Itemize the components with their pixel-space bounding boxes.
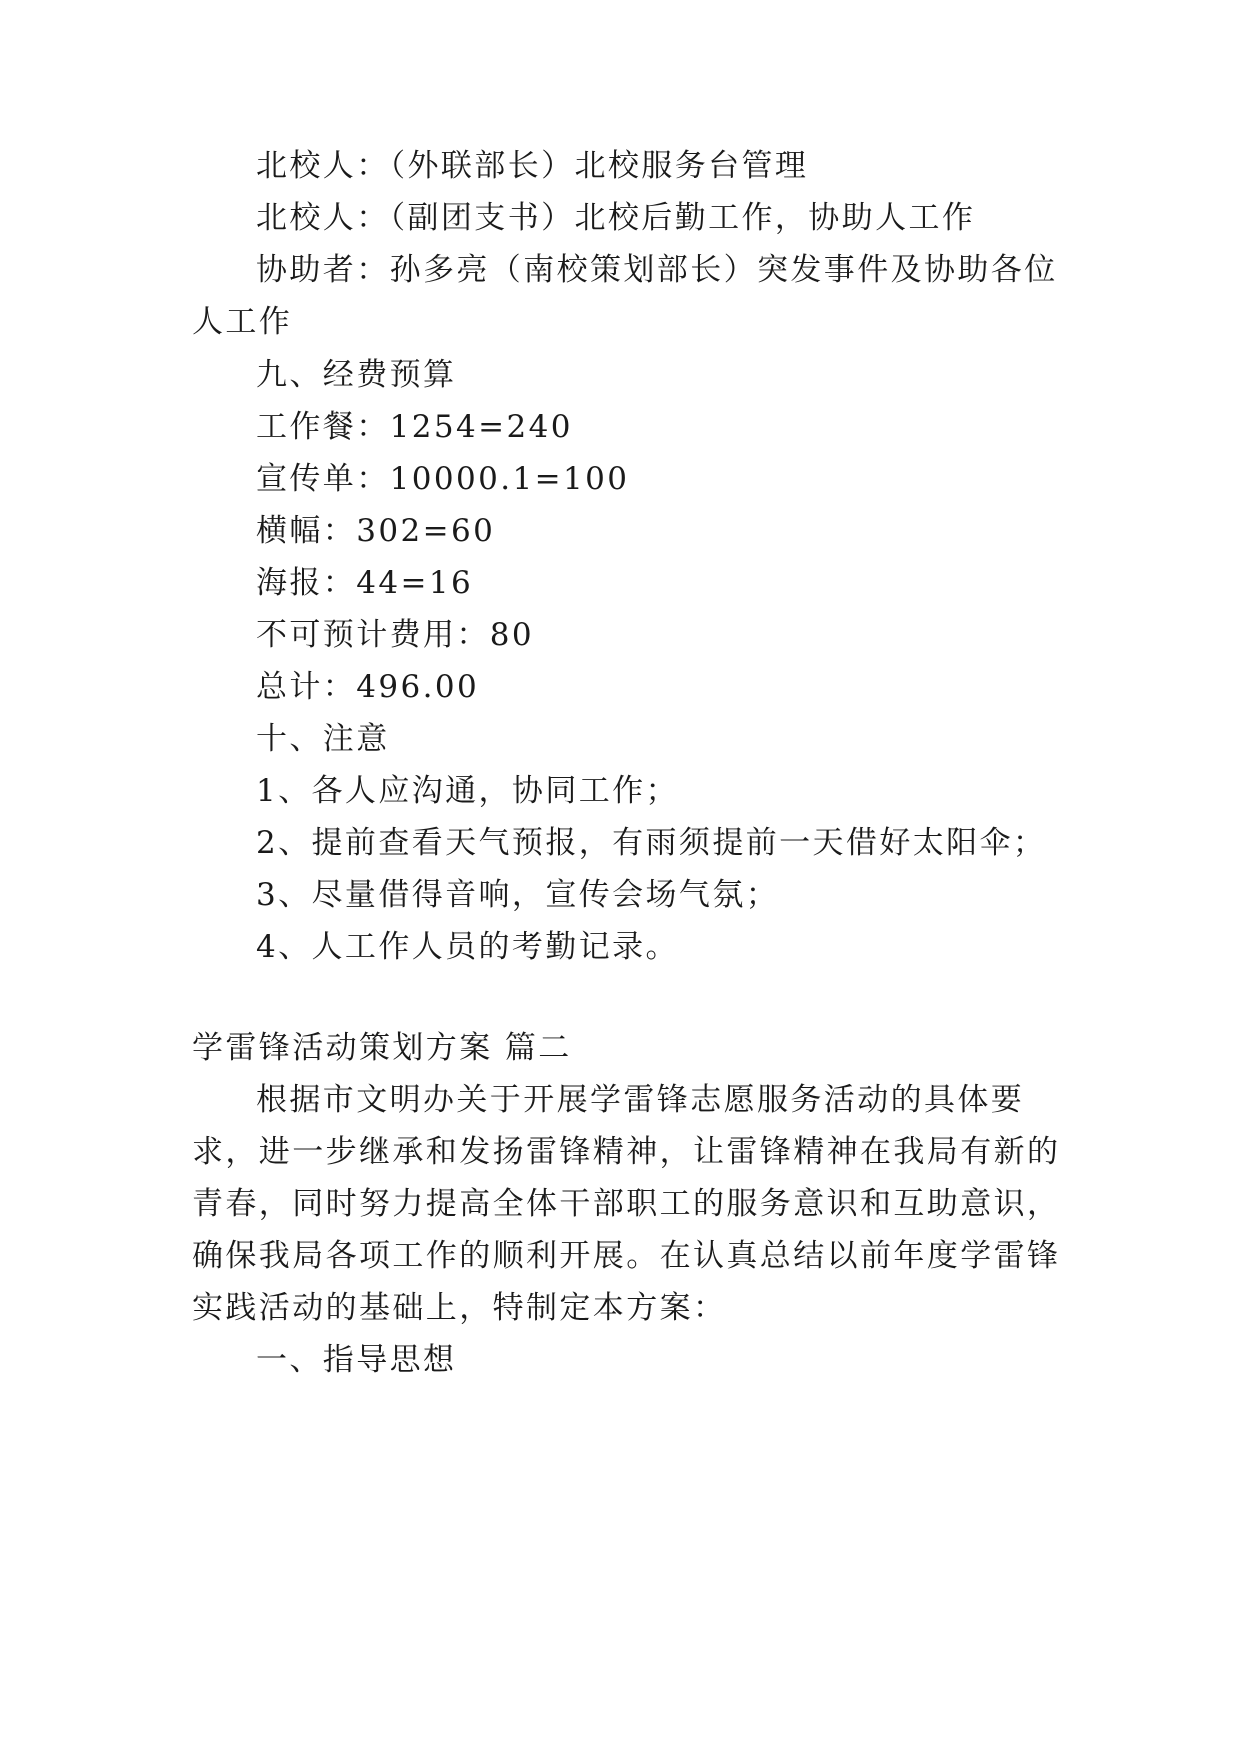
text-line-assistant-continued: 人工作	[192, 304, 293, 340]
section-heading-budget: 九、经费预算	[256, 357, 457, 393]
note-item-4: 4、人工作人员的考勤记录。	[256, 929, 679, 965]
text-line-north-campus-deputy: 北校人：（副团支书）北校后勤工作，协助人工作	[256, 200, 976, 236]
paragraph-line-4: 确保我局各项工作的顺利开展。在认真总结以前年度学雷锋	[192, 1238, 1061, 1274]
paragraph-line-5: 实践活动的基础上，特制定本方案：	[192, 1290, 727, 1326]
section-heading-guiding-ideology: 一、指导思想	[256, 1342, 457, 1378]
note-item-2: 2、提前查看天气预报，有雨须提前一天借好太阳伞；	[256, 825, 1047, 861]
text-line-assistant: 协助者：孙多亮（南校策划部长）突发事件及协助各位	[256, 252, 1058, 288]
note-item-3: 3、尽量借得音响，宣传会场气氛；	[256, 877, 780, 913]
note-item-1: 1、各人应沟通，协同工作；	[256, 773, 679, 809]
text-line-north-campus-liaison: 北校人：（外联部长）北校服务台管理	[256, 148, 809, 184]
section-heading-notes: 十、注意	[256, 721, 390, 757]
paragraph-line-2: 求，进一步继承和发扬雷锋精神，让雷锋精神在我局有新的	[192, 1134, 1061, 1170]
budget-total: 总计：496.00	[256, 669, 480, 705]
budget-item-contingency: 不可预计费用：80	[256, 617, 535, 653]
budget-item-banner: 横幅：302=60	[256, 513, 496, 549]
article-heading: 学雷锋活动策划方案 篇二	[192, 1030, 572, 1066]
paragraph-line-3: 青春，同时努力提高全体干部职工的服务意识和互助意识，	[192, 1186, 1061, 1222]
budget-item-meals: 工作餐：1254=240	[256, 409, 573, 445]
paragraph-line-1: 根据市文明办关于开展学雷锋志愿服务活动的具体要	[256, 1082, 1025, 1118]
budget-item-posters: 海报：44=16	[256, 565, 474, 601]
budget-item-flyers: 宣传单：10000.1=100	[256, 461, 630, 497]
